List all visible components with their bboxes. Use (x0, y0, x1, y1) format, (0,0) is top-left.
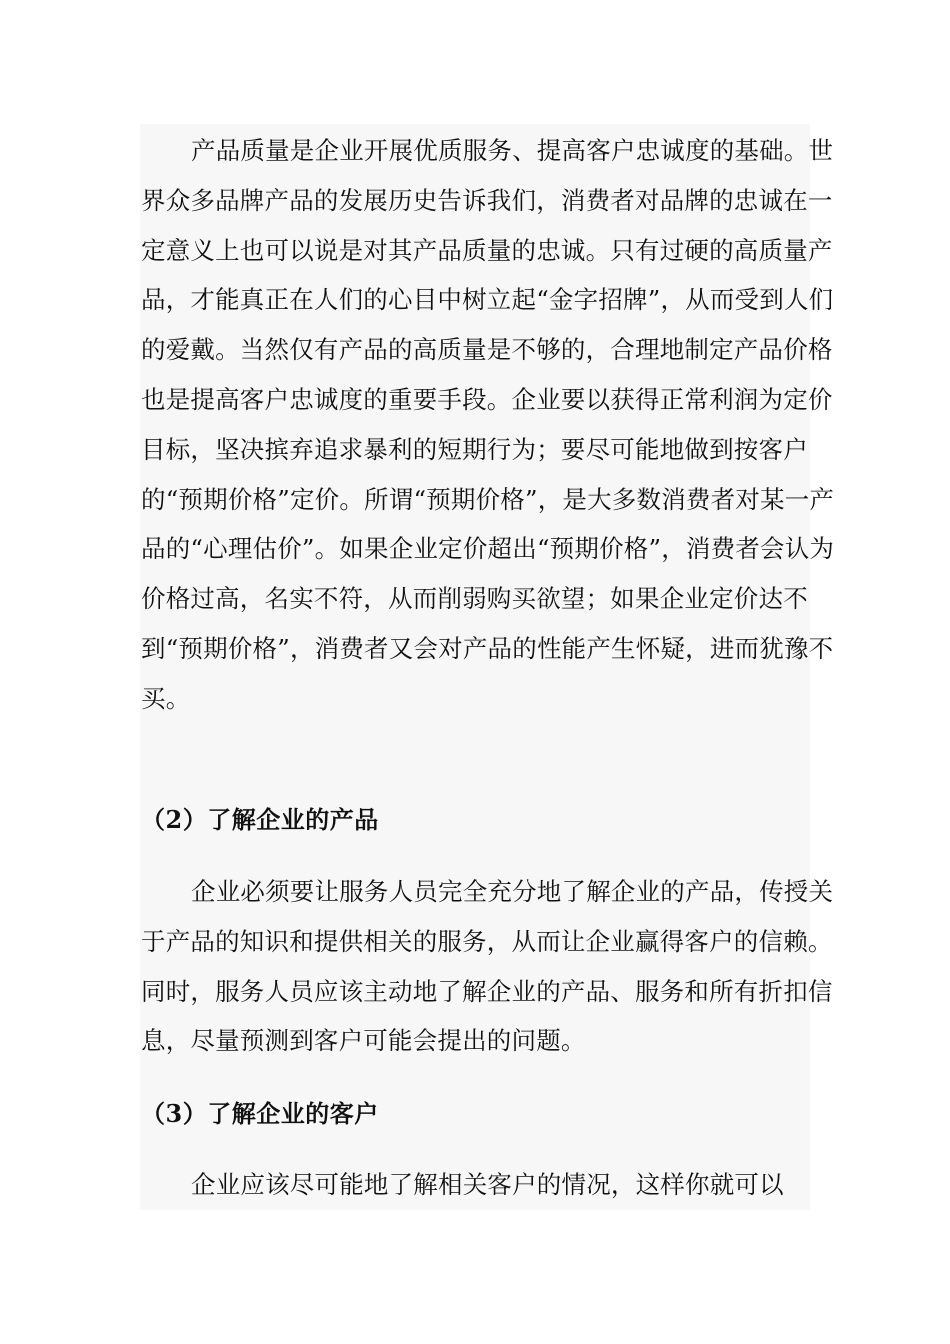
paragraph-know-customers: 企业应该尽可能地了解相关客户的情况，这样你就可以 (191, 1170, 784, 1199)
paragraph-product-quality: 产品质量是企业开展优质服务、提高客户忠诚度的基础。世界众多品牌产品的发展历史告诉我们，消费者对品牌的忠诚在一定意义上也可以说是对其产品质量的忠诚。只有过硬的高质量产品，才能真正在人们的心目中树立起“金字招牌”，从而受到人们的爱戴。当然仅有产品的高质量是不够的，合理地制定产品价格也是提高客户忠诚度的重要手段。企业要以获得正常利润为定价目标，坚决摈弃追求暴利的短期行为；要尽可能地做到按客户的“预期价格”定价。所谓“预期价格”，是大多数消费者对某一产品的“心理估价”。如果企业定价超出“预期价格”，消费者会认为价格过高，名实不符，从而削弱购买欲望；如果企业定价达不到“预期价格”，消费者又会对产品的性能产生怀疑，进而犹豫不买。 (141, 136, 835, 713)
section-heading-know-customers: （3）了解企业的客户 (141, 1099, 379, 1128)
paragraph-know-products: 企业必须要让服务人员完全充分地了解企业的产品，传授关于产品的知识和提供相关的服务，从而让企业赢得客户的信赖。同时，服务人员应该主动地了解企业的产品、服务和所有折扣信息，尽量预测到客户可能会提出的问题。 (141, 877, 834, 1056)
section-heading-know-products: （2）了解企业的产品 (141, 805, 379, 834)
